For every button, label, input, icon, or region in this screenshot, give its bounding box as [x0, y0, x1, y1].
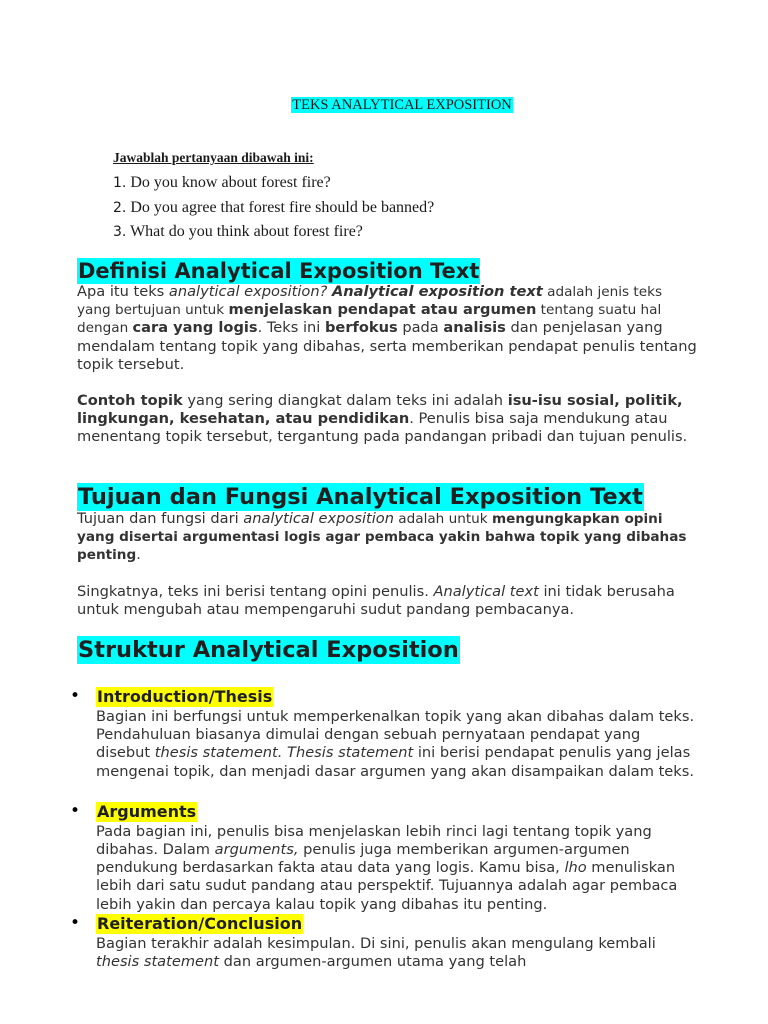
bullet-icon: • [70, 912, 81, 933]
paragraph: Tujuan dan fungsi dari analytical exposition adalah untuk mengungkapkan opini yang disertai argumentasi logis agar pembaca yakin bahwa topik yang dibahas penting. [77, 510, 687, 564]
question-intro: Jawablah pertanyaan dibawah ini: [113, 150, 314, 165]
list-item [70, 686, 697, 781]
paragraph: Bagian ini berfungsi untuk memperkenalkan topik yang akan dibahas dalam teks. Pendahuluan biasanya dimulai dengan sebuah pernyataan pendapat yang disebut thesis statement. Thesis statement ini berisi pendapat penulis yang jelas mengenai topik, dan menjadi dasar argumen yang akan disampaikan dalam teks. [96, 708, 695, 780]
document-title [0, 97, 768, 114]
section-heading: Definisi Analytical Exposition Text [78, 259, 480, 283]
section-heading: Struktur Analytical Exposition [78, 637, 459, 663]
section-tujuan [77, 483, 697, 619]
question-item [113, 220, 434, 245]
paragraph: Apa itu teks analytical exposition? Analytical exposition text adalah jenis teks yang bertujuan untuk menjelaskan pendapat atau argumen tentang suatu hal dengan cara yang logis. Teks ini berfokus pada analisis dan penjelasan yang mendalam tentang topik yang dibahas, serta memberikan pendapat penulis tentang topik tersebut. [77, 283, 697, 373]
bullet-icon: • [70, 800, 81, 821]
paragraph: Pada bagian ini, penulis bisa menjelaskan lebih rinci lagi tentang topik yang dibahas. Dalam arguments, penulis juga memberikan argumen-argumen pendukung berdasarkan fakta atau data yang logis. Kamu bisa, lho menuliskan lebih dari satu sudut pandang atau perspektif. Tujuannya adalah agar pembaca lebih yakin dan percaya kalau topik yang dibahas itu penting. [96, 822, 678, 913]
structure-list [70, 686, 697, 971]
paragraph: Bagian terakhir adalah kesimpulan. Di sini, penulis akan mengulang kembali thesis statement dan argumen-argumen utama yang telah [96, 934, 656, 971]
section-definisi [77, 258, 697, 447]
question-number: 2. [113, 199, 127, 216]
paragraph: Contoh topik yang sering diangkat dalam teks ini adalah isu-isu sosial, politik, lingkungan, kesehatan, atau pendidikan. Penulis bisa saja mendukung atau menentang topik tersebut, tergantung pada pandangan pribadi dan tujuan penulis. [77, 392, 688, 446]
question-item [113, 196, 434, 221]
bullet-icon: • [70, 686, 81, 706]
question-text: What do you think about forest fire? [130, 223, 363, 240]
question-text: Do you agree that forest fire should be banned? [130, 198, 435, 216]
question-list [113, 150, 434, 245]
question-number: 3. [113, 224, 127, 240]
document-title-text: TEKS ANALYTICAL EXPOSITION [292, 97, 512, 113]
list-item-title: Reiteration/Conclusion [97, 913, 303, 933]
list-item-title: Introduction/Thesis [97, 687, 273, 706]
list-item [70, 912, 697, 971]
question-item [113, 171, 434, 196]
section-struktur [70, 636, 697, 971]
list-item [70, 800, 697, 914]
list-item-title: Arguments [97, 801, 197, 821]
question-number: 1. [113, 175, 127, 191]
section-heading: Tujuan dan Fungsi Analytical Exposition Text [78, 484, 643, 510]
question-text: Do you know about forest fire? [130, 174, 331, 191]
paragraph: Singkatnya, teks ini berisi tentang opini penulis. Analytical text ini tidak berusaha untuk mengubah atau mempengaruhi sudut pandang pembacanya. [77, 582, 675, 618]
